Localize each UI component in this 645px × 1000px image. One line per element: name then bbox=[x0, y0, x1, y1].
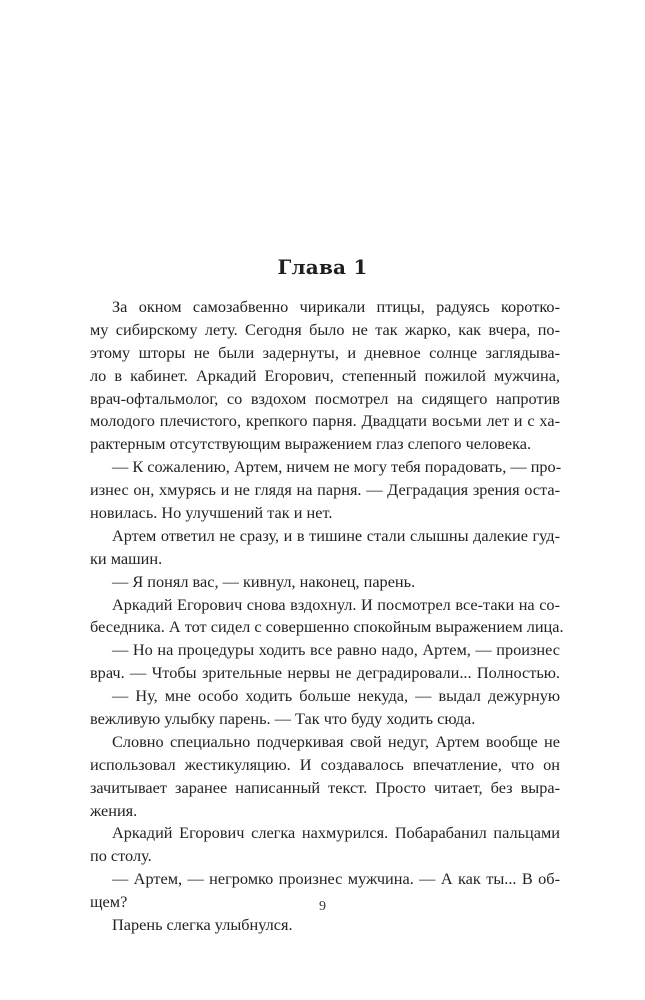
body-text bbox=[90, 296, 564, 937]
text-line: беседника. А тот сидел с совершенно спокойным выражением лица. bbox=[90, 617, 564, 637]
text-line: Парень слегка улыбнулся. bbox=[112, 915, 293, 935]
text-line: по столу. bbox=[90, 846, 152, 866]
text-line: ло в кабинет. Аркадий Егорович, степенный пожилой мужчина, bbox=[90, 365, 560, 385]
text-line: — Но на процедуры ходить все равно надо, Артем, — произнес bbox=[112, 640, 560, 660]
text-line: зачитывает заранее написанный текст. Просто читает, без выра- bbox=[90, 777, 560, 797]
text-line: — Я понял вас, — кивнул, наконец, парень. bbox=[112, 571, 416, 591]
text-line: врач. — Чтобы зрительные нервы не деградировали... Полностью. bbox=[90, 663, 560, 683]
text-line: Аркадий Егорович снова вздохнул. И посмотрел все-таки на со- bbox=[112, 594, 560, 614]
text-line: му сибирскому лету. Сегодня было не так жарко, как вчера, по- bbox=[90, 319, 560, 339]
page-number: 9 bbox=[319, 899, 326, 914]
text-line: этому шторы не были задернуты, и дневное солнце заглядыва- bbox=[90, 342, 560, 362]
text-line: вежливую улыбку парень. — Так что буду ходить сюда. bbox=[90, 709, 476, 729]
text-line: жения. bbox=[90, 800, 138, 820]
text-line: рактерным отсутствующим выражением глаз слепого человека. bbox=[90, 434, 532, 454]
chapter-title: Глава 1 bbox=[277, 255, 368, 279]
text-line: использовал жестикуляцию. И создавалось впечатление, что он bbox=[90, 754, 560, 774]
text-line: Аркадий Егорович слегка нахмурился. Побарабанил пальцами bbox=[112, 823, 560, 843]
text-line: Артем ответил не сразу, и в тишине стали слышны далекие гуд- bbox=[112, 525, 560, 545]
text-line: За окном самозабвенно чирикали птицы, радуясь коротко- bbox=[112, 297, 560, 316]
text-line: щем? bbox=[90, 892, 128, 912]
text-line: ки машин. bbox=[90, 548, 163, 568]
text-line: — К сожалению, Артем, ничем не могу тебя порадовать, — про- bbox=[112, 457, 562, 477]
text-line: изнес он, хмурясь и не глядя на парня. — Деградация зрения оста- bbox=[90, 480, 560, 500]
text-line: молодого плечистого, крепкого парня. Двадцати восьми лет и с ха- bbox=[90, 411, 560, 431]
text-line: Словно специально подчеркивая свой недуг, Артем вообще не bbox=[112, 731, 560, 751]
text-line: — Артем, — негромко произнес мужчина. — А как ты... В об- bbox=[112, 869, 560, 889]
text-line: — Ну, мне особо ходить больше некуда, — выдал дежурную bbox=[112, 686, 560, 706]
text-line: врач-офтальмолог, со вздохом посмотрел на сидящего напротив bbox=[90, 388, 560, 408]
text-line: новилась. Но улучшений так и нет. bbox=[90, 503, 333, 523]
